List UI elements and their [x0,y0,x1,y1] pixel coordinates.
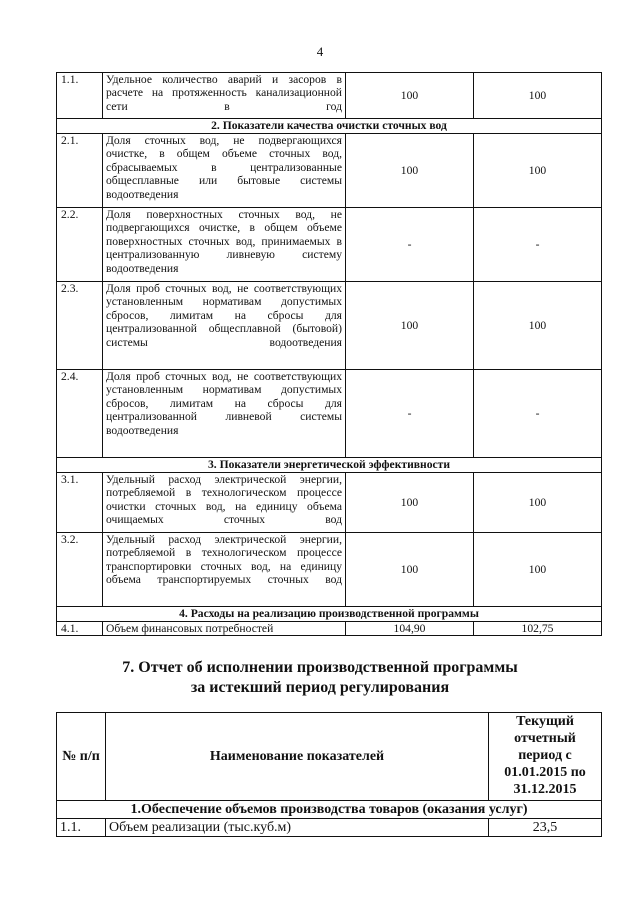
indicator-value: 100 [474,73,602,119]
section-title: 1.Обеспечение объемов производства товаров (оказания услуг) [57,801,602,819]
row-number: 3.2. [57,533,103,607]
row-number: 2.2. [57,208,103,282]
indicator-name: Доля проб сточных вод, не соответствующих установленным нормативам допустимых сбросов, лимитам на сбросы для централизованной ливневой системы водоотведения [103,370,346,458]
row-number: 2.3. [57,282,103,370]
indicator-value: - [474,208,602,282]
indicator-value: 100 [474,282,602,370]
indicator-value: 104,90 [346,622,474,636]
section-row [57,801,602,819]
indicator-value: - [346,370,474,458]
section-row [57,119,602,134]
indicator-value: 100 [346,473,474,533]
table-row [57,622,602,636]
report-heading-line2: за истекший период регулирования [190,679,450,696]
report-table [56,712,602,837]
indicator-name: Удельное количество аварий и засоров в расчете на протяженность канализационной сети в год [103,73,346,119]
table-row [57,819,602,837]
section-row [57,458,602,473]
indicator-value: 100 [346,282,474,370]
section-title: 2. Показатели качества очистки сточных вод [57,119,602,134]
column-header-period: Текущий отчетный период с 01.01.2015 по 31.12.2015 [489,713,602,801]
indicator-name: Объем реализации (тыс.куб.м) [106,819,489,837]
indicator-value: 100 [346,533,474,607]
section-row [57,607,602,622]
section-title: 4. Расходы на реализацию производственной программы [57,607,602,622]
table-row [57,473,602,533]
indicators-table [56,72,602,636]
row-number: 1.1. [57,73,103,119]
indicator-name: Удельный расход электрической энергии, потребляемой в технологическом процессе очистки сточных вод, на единицу объема очищаемых сточных вод [103,473,346,533]
indicator-value: 100 [346,134,474,208]
row-number: 2.4. [57,370,103,458]
indicator-value: - [474,370,602,458]
column-header-name: Наименование показателей [106,713,489,801]
table-row [57,370,602,458]
indicator-value: 100 [474,473,602,533]
table-row [57,282,602,370]
table-row [57,73,602,119]
table-row [57,208,602,282]
row-number: 3.1. [57,473,103,533]
row-number: 4.1. [57,622,103,636]
indicator-value: 102,75 [474,622,602,636]
indicator-value: 23,5 [489,819,602,837]
column-header-number: № п/п [57,713,106,801]
report-heading [0,658,640,698]
row-number: 1.1. [57,819,106,837]
header-row [57,713,602,801]
page-number: 4 [316,44,324,59]
report-heading-line1: 7. Отчет об исполнении производственной программы [122,659,518,676]
indicator-value: 100 [474,134,602,208]
indicator-value: - [346,208,474,282]
indicator-value: 100 [474,533,602,607]
indicator-name: Объем финансовых потребностей [103,622,346,636]
indicator-value: 100 [346,73,474,119]
table-row [57,533,602,607]
indicator-name: Доля проб сточных вод, не соответствующих установленным нормативам допустимых сбросов, лимитам на сбросы для централизованной общесплавной (бытовой) системы водоотведения [103,282,346,370]
section-title: 3. Показатели энергетической эффективности [57,458,602,473]
table-row [57,134,602,208]
row-number: 2.1. [57,134,103,208]
indicator-name: Доля сточных вод, не подвергающихся очистке, в общем объеме сточных вод, сбрасываемых в централизованные общесплавные или бытовые системы водоотведения [103,134,346,208]
indicator-name: Доля поверхностных сточных вод, не подвергающихся очистке, в общем объеме поверхностных сточных вод, принимаемых в централизованную ливневую систему водоотведения [103,208,346,282]
indicator-name: Удельный расход электрической энергии, потребляемой в технологическом процессе транспортировки сточных вод, на единицу объема транспортируемых сточных вод [103,533,346,607]
